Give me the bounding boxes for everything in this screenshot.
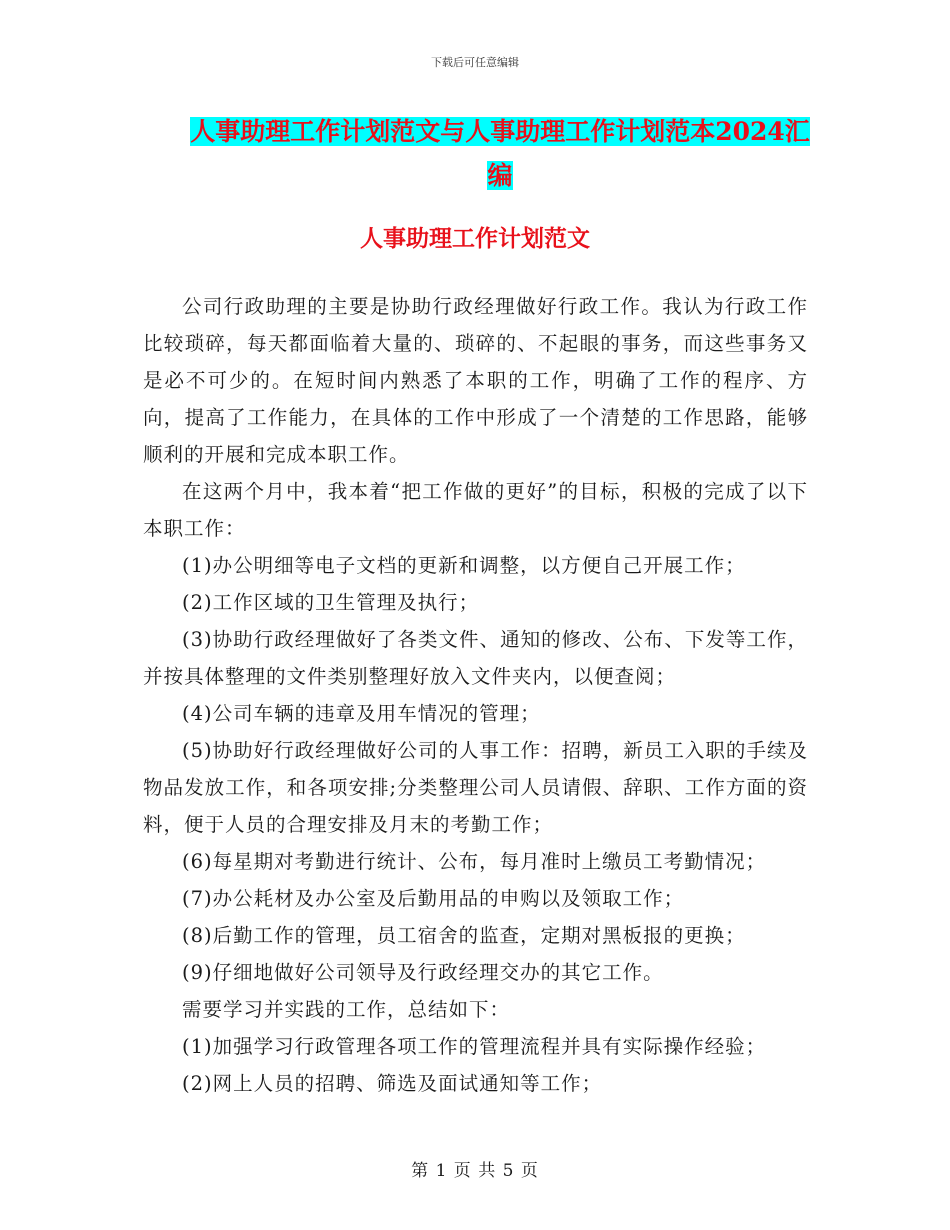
list-item: (1)加强学习行政管理各项工作的管理流程并具有实际操作经验； — [182, 1035, 767, 1058]
page-header-note: 下载后可任意编辑 — [431, 56, 519, 69]
list-item: (9)仔细地做好公司领导及行政经理交办的其它工作。 — [182, 961, 664, 984]
paragraph: 在这两个月中，我本着“把工作做的更好”的目标，积极的完成了以下本职工作： — [143, 480, 808, 540]
list-item: (7)办公耗材及办公室及后勤用品的申购以及领取工作； — [182, 887, 685, 910]
section-title: 人事助理工作计划范文 — [360, 225, 590, 252]
list-item: (6)每星期对考勤进行统计、公布，每月准时上缴员工考勤情况； — [182, 850, 767, 873]
list-item: (3)协助行政经理做好了各类文件、通知的修改、公布、下发等工作，并按具体整理的文件类别整理好放入文件夹内，以便查阅； — [143, 628, 808, 688]
list-item: (8)后勤工作的管理，员工宿舍的监查，定期对黑板报的更换； — [182, 924, 746, 947]
paragraph: 需要学习并实践的工作，总结如下： — [182, 998, 511, 1021]
page-number: 第 1 页 共 5 页 — [411, 1161, 539, 1181]
document-body — [143, 288, 808, 1102]
list-item: (2)工作区域的卫生管理及执行； — [182, 591, 480, 614]
list-item: (1)办公明细等电子文档的更新和调整，以方便自己开展工作； — [182, 554, 746, 577]
document-title — [190, 110, 810, 198]
document-title-text: 人事助理工作计划范文与人事助理工作计划范本2024汇编 — [190, 117, 810, 190]
list-item: (2)网上人员的招聘、筛选及面试通知等工作； — [182, 1072, 603, 1095]
list-item: (4)公司车辆的违章及用车情况的管理； — [182, 702, 541, 725]
paragraph: 公司行政助理的主要是协助行政经理做好行政工作。我认为行政工作比较琐碎，每天都面临着大量的、琐碎的、不起眼的事务，而这些事务又是必不可少的。在短时间内熟悉了本职的工作，明确了工作的程序、方向，提高了工作能力，在具体的工作中形成了一个清楚的工作思路，能够顺利的开展和完成本职工作。 — [143, 295, 808, 466]
list-item: (5)协助好行政经理做好公司的人事工作：招聘，新员工入职的手续及物品发放工作，和各项安排;分类整理公司人员请假、辞职、工作方面的资料，便于人员的合理安排及月末的考勤工作； — [143, 739, 808, 836]
